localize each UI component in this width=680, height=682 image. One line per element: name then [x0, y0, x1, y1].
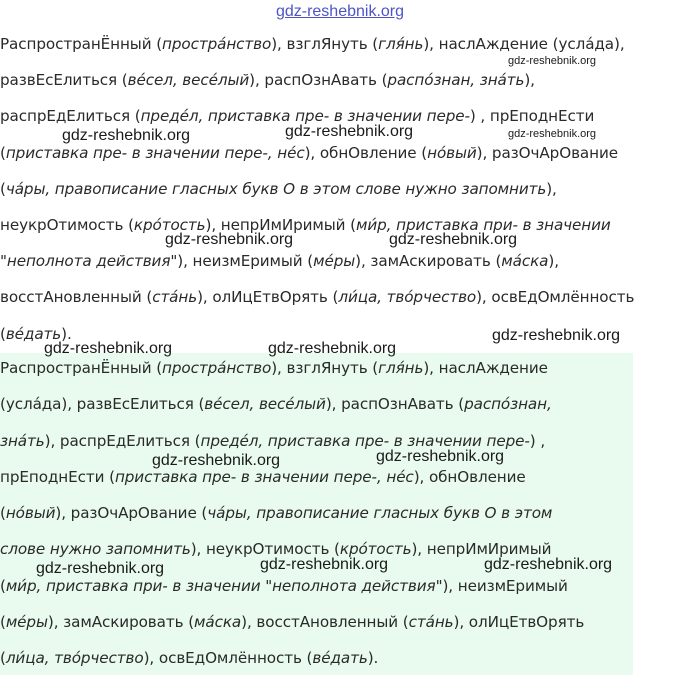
text-line: [0, 500, 633, 536]
italic-hint: кро́тость: [133, 215, 206, 234]
text-run: ),: [546, 179, 557, 198]
watermark: gdz-reshebnik.org: [376, 448, 505, 465]
watermark: gdz-reshebnik.org: [268, 340, 397, 357]
watermark: gdz-reshebnik.org: [165, 231, 294, 248]
italic-hint: преде́л, приставка пре- в значении пере-: [200, 431, 530, 450]
text-run: ), восстАновленный (: [241, 613, 409, 632]
text-run: РаспространЁнный (: [0, 35, 163, 53]
text-line: [0, 67, 676, 103]
text-line: [0, 176, 676, 212]
text-run: ), взглЯнуть (: [271, 359, 379, 377]
italic-hint: ли́ца, тво́рчество: [338, 288, 477, 307]
watermark: gdz-reshebnik.org: [260, 556, 389, 573]
italic-hint: ча́ры, правописание гласных букв О в этом слове нужно запомнить: [5, 179, 547, 198]
italic-hint: приставка пре- в значении пере-, не́с: [5, 143, 305, 162]
watermark: gdz-reshebnik.org: [285, 123, 414, 140]
text-run: ), разОчАрОвание (: [55, 504, 208, 523]
text-line: [0, 284, 676, 320]
text-line: [0, 391, 633, 427]
text-run: ), распрЕдЕлиться (: [44, 431, 201, 450]
text-run: ), непрИмИримый (: [205, 215, 356, 234]
text-run: (: [0, 576, 6, 595]
text-run: ), олИцЕтвОрять: [453, 613, 585, 632]
text-run: ), распОзнАвать (: [325, 395, 465, 414]
text-run: ), разОчАрОвание: [476, 143, 618, 162]
answer-text-block: [0, 31, 676, 357]
text-run: ), наслАждение: [423, 359, 548, 377]
watermark: gdz-reshebnik.org: [389, 231, 518, 248]
watermark: gdz-reshebnik.org: [508, 55, 597, 67]
italic-hint: простра́нство: [162, 35, 272, 53]
watermark: gdz-reshebnik.org: [36, 560, 165, 577]
text-run: ) , прЕподнЕсти: [469, 107, 595, 126]
text-line: [0, 609, 633, 645]
text-run: ), обнОвление: [413, 467, 526, 486]
italic-hint: преде́л, приставка пре- в значении пере-: [140, 107, 470, 126]
text-run: ), неизмЕримый (: [177, 252, 314, 271]
text-run: ) ,: [529, 431, 546, 450]
italic-hint: зна́ть: [0, 431, 45, 450]
text-line: [0, 355, 633, 391]
italic-hint: но́вый: [427, 143, 477, 162]
text-run: ), неукрОтимость (: [190, 540, 340, 559]
answer-text-block-highlighted: [0, 353, 633, 675]
text-run: ), непрИмИримый: [411, 540, 552, 559]
text-run: ), обнОвление (: [304, 143, 428, 162]
italic-hint: ма́ска: [194, 613, 242, 632]
italic-hint: распо́знан, зна́ть: [387, 71, 525, 90]
italic-hint: ми́р, приставка при- в значении "неполнота действия": [5, 576, 443, 595]
italic-hint: гля́нь: [378, 359, 424, 377]
watermark: gdz-reshebnik.org: [152, 452, 281, 469]
text-run: ), неизмЕримый: [442, 576, 568, 595]
italic-hint: ста́нь: [408, 613, 454, 632]
italic-hint: но́вый: [5, 504, 56, 523]
text-run: ),: [524, 71, 535, 90]
text-run: (: [0, 179, 6, 198]
text-run: (: [0, 649, 6, 668]
watermark: gdz-reshebnik.org: [508, 128, 597, 140]
text-run: прЕподнЕсти (: [0, 467, 115, 486]
text-run: ), взглЯнуть (: [271, 35, 379, 53]
text-run: ).: [367, 649, 379, 668]
italic-hint: ми́р, приставка при- в значении: [356, 215, 611, 234]
text-run: восстАновленный (: [0, 288, 153, 307]
text-run: распрЕдЕлиться (: [0, 107, 141, 126]
italic-hint: кро́тость: [339, 540, 412, 559]
italic-hint: распо́знан,: [464, 395, 552, 414]
italic-hint: ли́ца, тво́рчество: [5, 649, 144, 668]
text-run: ), олИцЕтвОрять (: [197, 288, 339, 307]
watermark: gdz-reshebnik.org: [62, 127, 191, 144]
text-line: [0, 428, 633, 464]
italic-hint: ве́дать: [5, 324, 62, 343]
italic-hint: ме́ры: [313, 252, 356, 271]
italic-hint: ма́ска: [501, 252, 549, 271]
text-run: (усла́да), развЕсЕлиться (: [0, 395, 205, 414]
text-run: ),: [548, 252, 559, 271]
text-run: развЕсЕлиться (: [0, 71, 128, 90]
text-line: [0, 464, 633, 500]
text-run: (: [0, 504, 6, 523]
text-run: (: [0, 143, 6, 162]
italic-hint: простра́нство: [162, 359, 272, 377]
text-line: [0, 248, 676, 284]
watermark: gdz-reshebnik.org: [44, 340, 173, 357]
italic-hint: ве́дать: [312, 649, 368, 668]
text-run: ), освЕдОмлённость: [476, 288, 635, 307]
text-run: (: [0, 613, 6, 632]
text-line: [0, 645, 633, 681]
text-run: ), замАскировать (: [47, 613, 195, 632]
italic-hint: ме́ры: [5, 613, 48, 632]
site-header-link[interactable]: gdz-reshebnik.org: [275, 3, 405, 20]
text-run: РаспространЁнный (: [0, 359, 163, 377]
italic-hint: "неполнота действия": [0, 252, 178, 271]
text-run: ), замАскировать (: [355, 252, 502, 271]
text-run: (: [0, 324, 6, 343]
text-line: [0, 212, 676, 248]
watermark: gdz-reshebnik.org: [492, 327, 621, 344]
watermark: gdz-reshebnik.org: [484, 556, 613, 573]
text-run: ), распОзнАвать (: [249, 71, 388, 90]
text-line: [0, 573, 633, 609]
italic-hint: ве́сел, весе́лый: [204, 395, 326, 414]
italic-hint: гля́нь: [378, 35, 424, 53]
text-run: ), освЕдОмлённость (: [143, 649, 313, 668]
italic-hint: слове нужно запомнить: [0, 540, 191, 559]
italic-hint: приставка пре- в значении пере-, не́с: [114, 467, 414, 486]
italic-hint: ча́ры, правописание гласных букв О в этом: [207, 504, 553, 523]
italic-hint: ста́нь: [152, 288, 198, 307]
text-run: неукрОтимость (: [0, 215, 134, 234]
text-run: ).: [61, 324, 72, 343]
text-run: ), наслАждение (усла́да),: [423, 35, 625, 53]
italic-hint: ве́сел, весе́лый: [127, 71, 250, 90]
